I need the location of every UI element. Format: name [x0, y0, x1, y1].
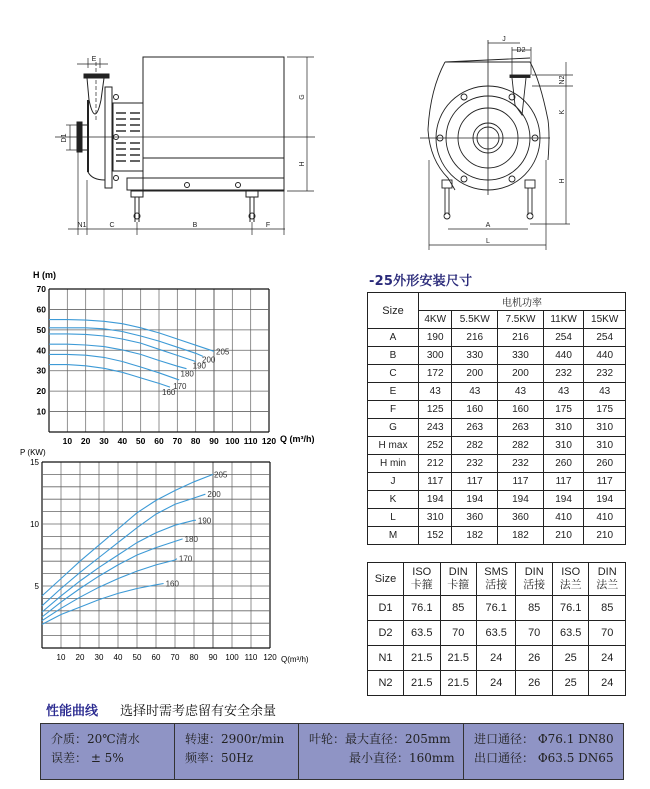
connection-kind-label: 法兰	[559, 579, 582, 591]
x-tick-label: 110	[244, 653, 258, 662]
x-tick-label: 40	[117, 436, 128, 446]
y-tick-label: 60	[36, 304, 46, 315]
curve-label: 190	[192, 361, 207, 371]
table-cell: 410	[543, 509, 584, 527]
speed-text: 转速：2900r/min	[185, 732, 285, 746]
dim-label-c: C	[109, 222, 115, 229]
y-tick-label: 10	[30, 520, 39, 529]
x-axis-label: Q(m³/h)	[281, 655, 309, 664]
table-cell: 330	[498, 347, 544, 365]
table-cell: 200	[452, 365, 498, 383]
connection-kind-label: 活接	[523, 579, 546, 591]
y-tick-label: 15	[30, 458, 39, 467]
table-cell: 282	[498, 437, 544, 455]
table-cell: 117	[419, 473, 452, 491]
table-cell: 232	[452, 455, 498, 473]
row-size-label: N1	[368, 646, 404, 671]
x-tick-label: 110	[243, 436, 258, 446]
table-cell: 43	[543, 383, 584, 401]
table-cell: 263	[452, 419, 498, 437]
table-cell: 63.5	[477, 621, 516, 646]
table-row	[368, 509, 626, 527]
power-flow-chart	[0, 440, 340, 670]
port-cell	[464, 724, 623, 779]
curve-impeller-170	[42, 559, 177, 621]
table-cell: 21.5	[440, 646, 477, 671]
table-cell: 24	[477, 646, 516, 671]
x-tick-label: 60	[151, 653, 161, 662]
x-tick-label: 10	[62, 436, 73, 446]
speed-cell	[175, 724, 299, 779]
row-size-label: D1	[368, 596, 404, 621]
dim-label-n2: N2	[559, 75, 566, 85]
table-cell: 194	[543, 491, 584, 509]
table-cell: 25	[552, 646, 589, 671]
y-tick-label: 30	[36, 365, 46, 376]
table-cell: 232	[498, 455, 544, 473]
inlet-text: 进口通径： Φ76.1 DN80	[474, 732, 614, 746]
head-flow-chart	[0, 265, 340, 450]
x-tick-label: 40	[113, 653, 123, 662]
table-cell: 310	[584, 419, 626, 437]
table-cell: 194	[452, 491, 498, 509]
curve-impeller-205	[49, 320, 214, 352]
connection-table	[367, 562, 626, 696]
row-size-label: G	[368, 419, 419, 437]
table-cell: 232	[584, 365, 626, 383]
table-cell: 43	[498, 383, 544, 401]
table-cell: 232	[543, 365, 584, 383]
curve-label: 205	[214, 470, 228, 480]
table-cell: 210	[543, 527, 584, 545]
x-tick-label: 60	[154, 436, 164, 446]
y-tick-label: 5	[34, 582, 39, 591]
table-cell: 182	[452, 527, 498, 545]
size-header: Size	[368, 293, 419, 329]
table-cell: 152	[419, 527, 452, 545]
table-cell: 310	[419, 509, 452, 527]
power-column-header: 7.5KW	[498, 311, 544, 329]
power-column-header: 4KW	[419, 311, 452, 329]
table-row	[368, 596, 626, 621]
table-cell: 43	[584, 383, 626, 401]
medium-cell	[41, 724, 175, 779]
x-tick-label: 30	[94, 653, 104, 662]
dimension-table	[367, 292, 626, 545]
table-cell: 26	[516, 646, 553, 671]
table-cell: 252	[419, 437, 452, 455]
table-cell: 117	[498, 473, 544, 491]
dim-label-e: E	[91, 56, 97, 63]
table-cell: 212	[419, 455, 452, 473]
table-cell: 175	[543, 401, 584, 419]
row-size-label: J	[368, 473, 419, 491]
x-tick-label: 120	[263, 653, 277, 662]
table-cell: 410	[584, 509, 626, 527]
table-cell: 175	[584, 401, 626, 419]
operating-conditions-band	[40, 723, 624, 780]
table-cell: 254	[543, 329, 584, 347]
table-row	[368, 347, 626, 365]
table-cell: 260	[584, 455, 626, 473]
curve-label: 160	[165, 579, 179, 589]
y-tick-label: 20	[36, 386, 46, 397]
dim-label-g: G	[299, 94, 306, 100]
table-cell: 300	[419, 347, 452, 365]
dim-label-d1: D1	[61, 133, 68, 143]
standard-label: SMS	[484, 566, 509, 578]
table-cell: 76.1	[552, 596, 589, 621]
table-cell: 85	[589, 596, 626, 621]
impeller-min-text: 最小直径：160mm	[349, 751, 455, 765]
row-size-label: A	[368, 329, 419, 347]
performance-curve-title: 性能曲线	[46, 704, 99, 719]
table-cell: 76.1	[477, 596, 516, 621]
dim-label-h: H	[559, 178, 566, 184]
standard-label: DIN	[448, 566, 468, 578]
x-tick-label: 90	[209, 436, 219, 446]
table-row	[368, 527, 626, 545]
front-view-drawing	[400, 0, 650, 260]
table-row	[368, 329, 626, 347]
curve-label: 200	[202, 355, 216, 365]
table-cell: 21.5	[404, 646, 441, 671]
standard-label: DIN	[597, 566, 617, 578]
table-cell: 182	[498, 527, 544, 545]
table-cell: 310	[543, 419, 584, 437]
table-cell: 254	[584, 329, 626, 347]
dim-label-j: J	[502, 36, 506, 43]
dim-label-b: B	[192, 222, 198, 229]
table-cell: 243	[419, 419, 452, 437]
table-cell: 125	[419, 401, 452, 419]
table-row	[368, 646, 626, 671]
x-tick-label: 10	[56, 653, 66, 662]
connection-type-header	[440, 563, 477, 596]
dim-label-d2: D2	[516, 47, 526, 54]
dim-label-l: L	[486, 238, 490, 245]
table-cell: 21.5	[404, 671, 441, 696]
dim-label-a: A	[485, 222, 491, 229]
table-cell: 216	[452, 329, 498, 347]
table-cell: 310	[584, 437, 626, 455]
dim-label-f: F	[265, 222, 271, 229]
table-cell: 282	[452, 437, 498, 455]
y-tick-label: 50	[36, 324, 46, 335]
row-size-label: L	[368, 509, 419, 527]
table-cell: 43	[452, 383, 498, 401]
dim-label-n1: N1	[77, 222, 87, 229]
curve-label: 180	[184, 534, 198, 544]
outlet-text: 出口通径： Φ63.5 DN65	[474, 751, 614, 765]
table-cell: 194	[498, 491, 544, 509]
row-size-label: M	[368, 527, 419, 545]
table-cell: 85	[440, 596, 477, 621]
table-row	[368, 621, 626, 646]
curve-impeller-170	[49, 354, 179, 380]
safety-margin-note: 选择时需考虑留有安全余量	[120, 704, 277, 719]
table-cell: 210	[584, 527, 626, 545]
medium-text: 介质：20℃清水	[51, 732, 140, 746]
x-tick-label: 70	[172, 436, 183, 446]
table-cell: 70	[589, 621, 626, 646]
table-cell: 76.1	[404, 596, 441, 621]
table-cell: 360	[452, 509, 498, 527]
connection-kind-label: 活接	[485, 579, 508, 591]
tolerance-text: 误差： ± 5%	[51, 751, 124, 765]
table-cell: 26	[516, 671, 553, 696]
connection-type-header	[552, 563, 589, 596]
motor-body	[143, 57, 284, 191]
motor-outline	[428, 62, 549, 190]
y-tick-label: 70	[36, 284, 46, 294]
table-row	[368, 491, 626, 509]
row-size-label: H min	[368, 455, 419, 473]
table-cell: 440	[584, 347, 626, 365]
motor-power-header: 电机功率	[419, 293, 626, 311]
standard-label: ISO	[561, 566, 581, 578]
table-cell: 160	[498, 401, 544, 419]
power-column-header: 11KW	[543, 311, 584, 329]
x-tick-label: 80	[190, 436, 201, 446]
row-size-label: H max	[368, 437, 419, 455]
table-cell: 310	[543, 437, 584, 455]
x-tick-label: 80	[189, 653, 199, 662]
connection-kind-label: 卡箍	[447, 579, 470, 591]
curve-label: 190	[197, 516, 212, 526]
table-row	[368, 365, 626, 383]
y-tick-label: 10	[36, 406, 46, 417]
size-header: Size	[368, 563, 404, 596]
table-cell: 117	[584, 473, 626, 491]
x-tick-label: 50	[135, 436, 146, 446]
dim-label-h: H	[299, 161, 306, 167]
curve-label: 170	[178, 554, 193, 564]
curve-label: 205	[216, 347, 230, 357]
power-column-header: 5.5KW	[452, 311, 498, 329]
frequency-text: 频率：50Hz	[185, 751, 254, 765]
table-cell: 117	[543, 473, 584, 491]
standard-label: ISO	[412, 566, 432, 578]
table-cell: 194	[419, 491, 452, 509]
table-row	[368, 671, 626, 696]
connection-type-header	[589, 563, 626, 596]
table-cell: 200	[498, 365, 544, 383]
row-size-label: K	[368, 491, 419, 509]
connection-kind-label: 卡箍	[410, 579, 433, 591]
x-tick-label: 90	[208, 653, 218, 662]
table-cell: 63.5	[552, 621, 589, 646]
table-cell: 21.5	[440, 671, 477, 696]
table-cell: 24	[477, 671, 516, 696]
connection-kind-label: 法兰	[596, 579, 619, 591]
impeller-cell	[299, 724, 464, 779]
table-cell: 70	[516, 621, 553, 646]
row-size-label: D2	[368, 621, 404, 646]
table-cell: 330	[452, 347, 498, 365]
standard-label: DIN	[524, 566, 544, 578]
curve-impeller-200	[49, 328, 203, 357]
table-cell: 63.5	[404, 621, 441, 646]
table-row	[368, 419, 626, 437]
power-column-header: 15KW	[584, 311, 626, 329]
side-view-drawing	[0, 0, 330, 260]
connection-type-header	[477, 563, 516, 596]
table-cell: 85	[516, 596, 553, 621]
y-axis-label: P (KW)	[20, 448, 46, 457]
x-tick-label: 20	[75, 653, 85, 662]
table-row	[368, 383, 626, 401]
dimension-table-title: -25外形安装尺寸	[369, 274, 473, 289]
table-cell: 24	[589, 671, 626, 696]
curve-label: 170	[173, 381, 187, 391]
y-axis-label: H (m)	[33, 270, 56, 280]
x-tick-label: 50	[132, 653, 142, 662]
connection-type-header	[516, 563, 553, 596]
row-size-label: E	[368, 383, 419, 401]
x-axis-label: Q (m³/h)	[280, 434, 315, 444]
x-tick-label: 120	[261, 436, 277, 446]
x-tick-label: 100	[225, 436, 240, 446]
row-size-label: C	[368, 365, 419, 383]
table-cell: 24	[589, 646, 626, 671]
row-size-label: F	[368, 401, 419, 419]
table-cell: 216	[498, 329, 544, 347]
table-row	[368, 473, 626, 491]
row-size-label: N2	[368, 671, 404, 696]
row-size-label: B	[368, 347, 419, 365]
table-cell: 70	[440, 621, 477, 646]
table-cell: 25	[552, 671, 589, 696]
table-cell: 263	[498, 419, 544, 437]
table-cell: 172	[419, 365, 452, 383]
y-tick-label: 40	[36, 345, 46, 356]
x-tick-label: 20	[80, 436, 91, 446]
table-cell: 117	[452, 473, 498, 491]
connection-type-header	[404, 563, 441, 596]
table-cell: 160	[452, 401, 498, 419]
x-tick-label: 70	[170, 653, 180, 662]
x-tick-label: 100	[225, 653, 239, 662]
table-cell: 360	[498, 509, 544, 527]
table-cell: 440	[543, 347, 584, 365]
curve-label: 200	[207, 490, 221, 500]
curve-impeller-180	[42, 539, 183, 617]
table-cell: 260	[543, 455, 584, 473]
table-row	[368, 437, 626, 455]
dim-label-k: K	[559, 109, 566, 115]
curve-impeller-200	[42, 494, 205, 606]
table-row	[368, 455, 626, 473]
curve-label: 180	[180, 369, 194, 379]
table-row	[368, 401, 626, 419]
table-cell: 190	[419, 329, 452, 347]
table-cell: 43	[419, 383, 452, 401]
curve-label: 160	[162, 388, 176, 398]
impeller-max-text: 叶轮：最大直径：205mm	[309, 732, 451, 746]
x-tick-label: 30	[99, 436, 109, 446]
table-cell: 194	[584, 491, 626, 509]
